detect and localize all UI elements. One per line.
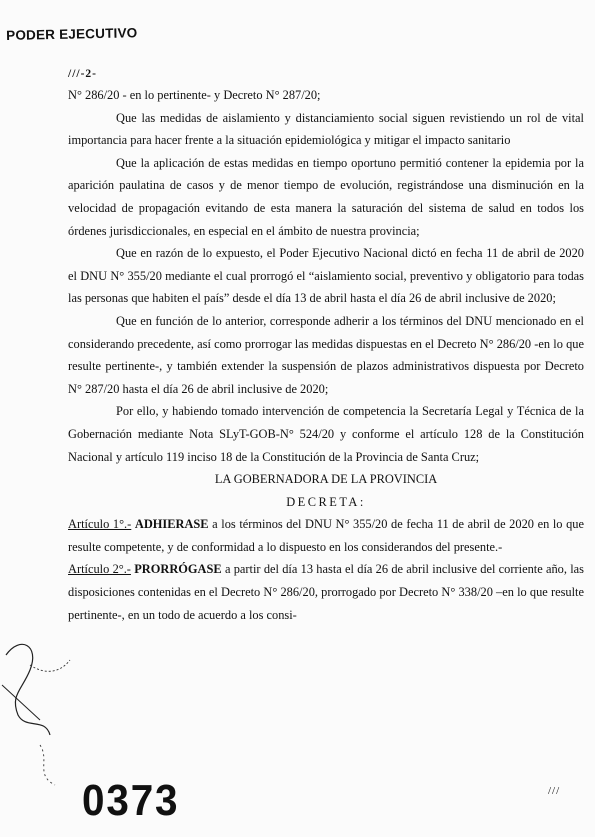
decree-number-stamp: 0373 — [82, 776, 180, 825]
paragraph-considerando-1: Que las medidas de aislamiento y distanciamiento social siguen revistiendo un rol de vital importancia para hacer frente a la situación epidemiológica y mitigar el impacto sanitario — [68, 110, 584, 148]
article-2-label: Artículo 2°.- — [68, 562, 131, 577]
article-2-verb: PRORRÓGASE — [134, 562, 222, 577]
handwritten-signature — [0, 625, 80, 795]
paragraph-considerando-4: Que en función de lo anterior, corresponde adherir a los términos del DNU mencionado en el considerando precedente, así como prorrogar las medidas dispuestas en el Decreto N° 286/20 -en lo que resulte pertinente-, y también extender la suspensión de plazos administrativos dispuesta por Decreto N° 287/20 hasta el día 26 de abril inclusive de 2020; — [68, 313, 584, 396]
paragraph-considerando-3: Que en razón de lo expuesto, el Poder Ejecutivo Nacional dictó en fecha 11 de abril de 2020 el DNU N° 355/20 mediante el cual prorrogó el “aislamiento social, preventivo y obligatorio para todas las personas que habiten el país” desde el día 13 de abril hasta el día 26 de abril inclusive de 2020; — [68, 246, 584, 306]
decreta-heading: DECRETA: — [286, 494, 366, 509]
continuation-marker: /// — [548, 785, 561, 797]
article-1 — [68, 513, 584, 558]
paragraph-por-ello: Por ello, y habiendo tomado intervención de competencia la Secretaría Legal y Técnica de la Gobernación mediante Nota SLyT-GOB-N° 524/20 y conforme el artículo 128 de la Constitución Nacional y artículo 119 inciso 18 de la Constitución de la Provincia de Santa Cruz; — [68, 404, 584, 464]
page-marker: ///-2- — [68, 68, 97, 80]
article-1-verb: ADHIERASE — [134, 517, 209, 532]
article-1-text: a los términos del DNU N° 355/20 de fecha 11 de abril de 2020 en lo que resulte competente, y de conformidad a lo dispuesto en los considerandos del presente.- — [68, 517, 584, 554]
paragraph-considerando-2: Que la aplicación de estas medidas en tiempo oportuno permitió contener la epidemia por la aparición paulatina de casos y de menor tiempo de evolución, registrándose una disminución en la velocidad de propagación evitando de esta manera la saturación del sistema de salud en todos los órdenes jurisdiccionales, en especial en el ámbito de nuestra provincia; — [68, 155, 584, 238]
letterhead-title: PODER EJECUTIVO — [6, 25, 138, 43]
paragraph-intro: N° 286/20 - en lo pertinente- y Decreto N° 287/20; — [68, 88, 321, 102]
article-1-label: Artículo 1°.- — [68, 517, 132, 532]
section-heading: LA GOBERNADORA DE LA PROVINCIA — [214, 472, 438, 487]
document-body — [68, 64, 584, 626]
article-2-text: a partir del día 13 hasta el día 26 de abril inclusive del corriente año, las disposiciones contenidas en el Decreto N° 286/20, prorrogado por Decreto N° 338/20 –en lo que resulte pertinente-, en un todo de acuerdo a los consi- — [68, 562, 585, 622]
article-2 — [68, 558, 584, 626]
